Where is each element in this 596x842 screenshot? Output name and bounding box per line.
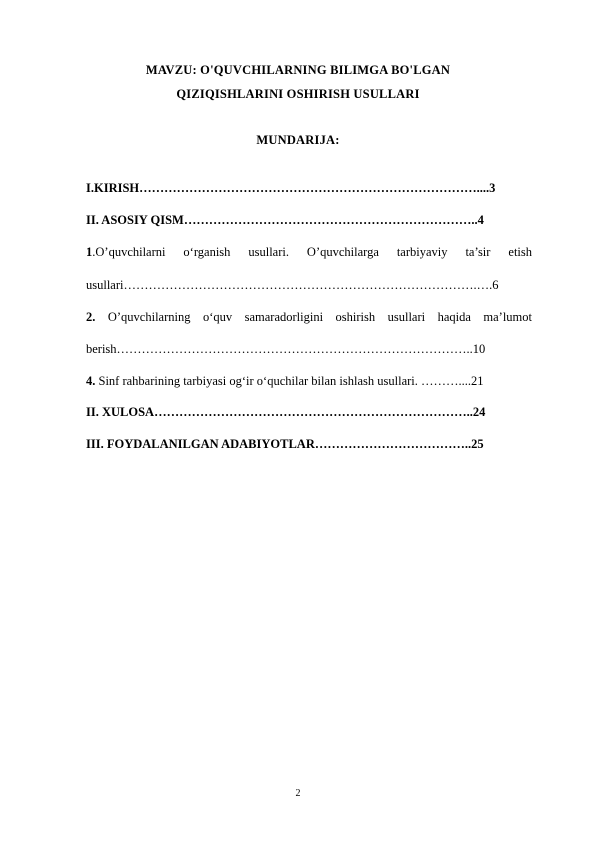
toc-item1-number: 1 — [86, 245, 93, 259]
toc-item1-text: .O’quvchilarni o‘rganish usullari. O’quvchilarga tarbiyaviy ta’sir etish — [92, 245, 532, 259]
toc-entry-item2 — [86, 310, 532, 325]
toc-entry-conclusion: II. XULOSA…………………………………………………………………..24 — [86, 405, 486, 419]
toc-item1-continuation: usullari………………………………………………………………………….….6 — [86, 278, 499, 292]
toc-entry-item4 — [86, 374, 532, 389]
toc-item4-number: 4. — [86, 374, 96, 388]
toc-item2-text: O’quvchilarning o‘quv samaradorligini oshirish usullari haqida ma’lumot — [95, 310, 532, 324]
topic-title-line1: MAVZU: O'QUVCHILARNING BILIMGA BO'LGAN — [145, 63, 451, 77]
toc-entry-intro: I.KIRISH………………………………………………………………………....3 — [86, 181, 496, 195]
toc-entry-references: III. FOYDALANILGAN ADABIYOTLAR………………………………..25 — [86, 437, 484, 451]
toc-entry-main-part: II. ASOSIY QISM……………………………………………………………..4 — [86, 213, 484, 227]
page-number: 2 — [295, 788, 301, 799]
contents-heading: MUNDARIJA: — [256, 133, 340, 147]
toc-entry-item1 — [86, 245, 532, 260]
toc-item2-number: 2. — [86, 310, 96, 324]
toc-item4-text: Sinf rahbarining tarbiyasi og‘ir o‘quchilar bilan ishlash usullari. ………....21 — [95, 374, 484, 388]
topic-title-line2: QIZIQISHLARINI OSHIRISH USULLARI — [176, 87, 420, 101]
toc-item2-continuation: berish…………………………………………………………………………..10 — [86, 342, 486, 356]
